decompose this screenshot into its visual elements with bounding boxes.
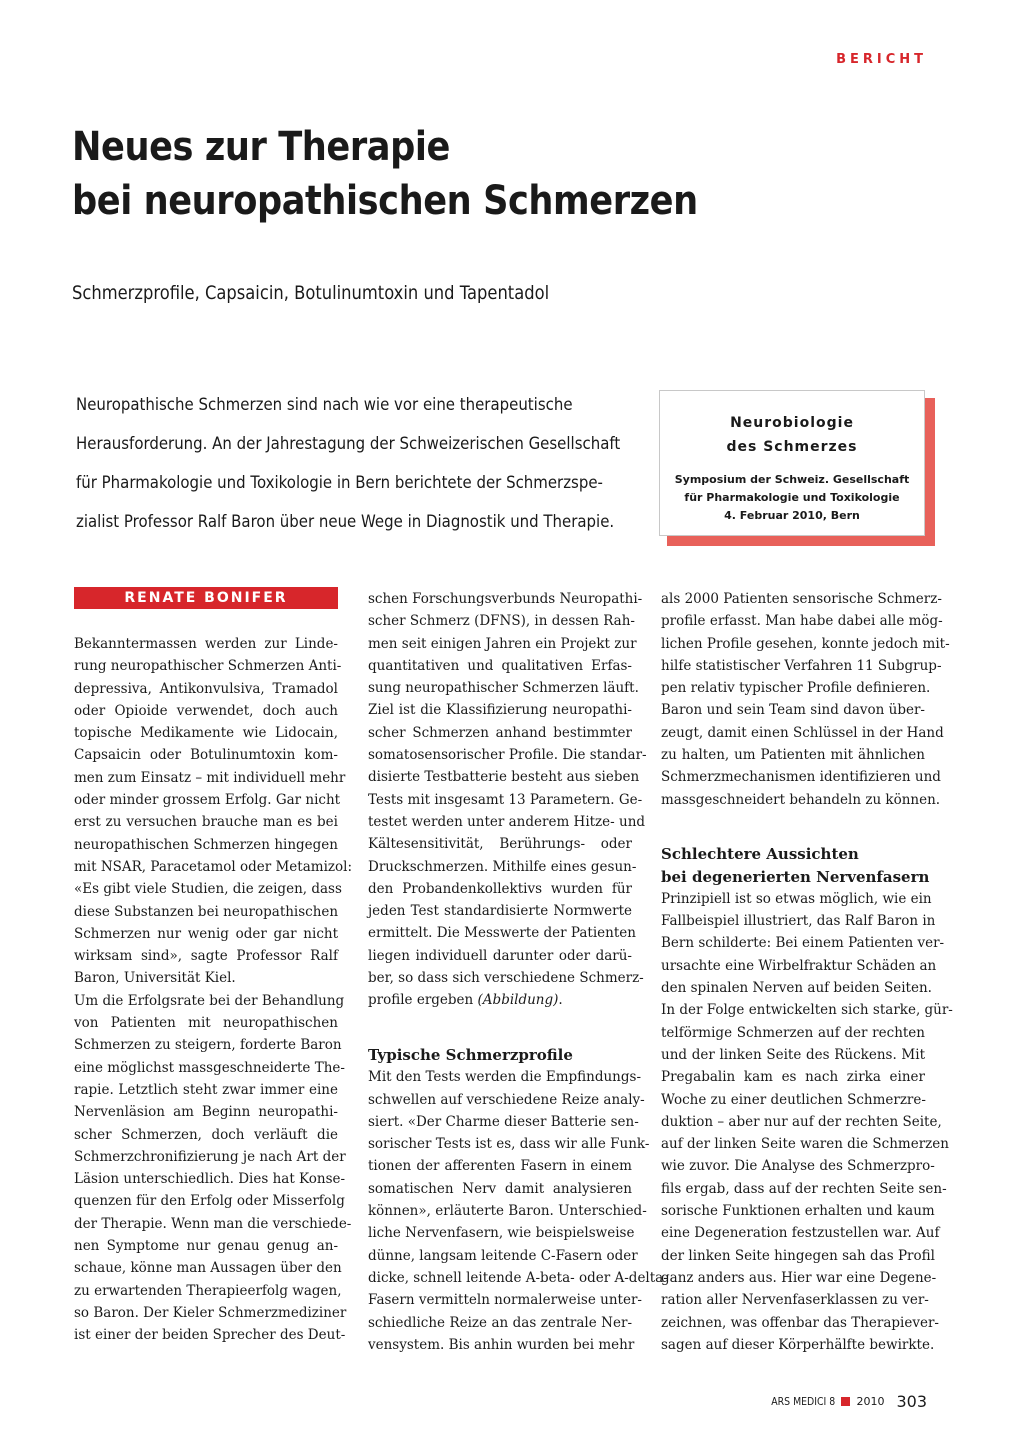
text-line: neuropathischen Schmerzen hingegen	[74, 836, 338, 853]
text-line: «Es gibt viele Studien, die zeigen, dass	[74, 881, 342, 898]
article-subtitle: Schmerzprofile, Capsaicin, Botulinumtoxin und Tapentadol	[72, 282, 550, 304]
text-line: zu erwartenden Therapieerfolg wagen,	[74, 1282, 342, 1299]
section-heading: Typische Schmerzprofile	[368, 1045, 573, 1064]
infobox-detail-line: für Pharmakologie und Toxikologie	[684, 491, 900, 504]
text-line: pen relativ typischer Profile definieren.	[661, 680, 931, 697]
lead-line: zialist Professor Ralf Baron über neue Wege in Diagnostik und Therapie.	[76, 512, 615, 532]
title-line: bei neuropathischen Schmerzen	[72, 178, 698, 224]
infobox-title-line: des Schmerzes	[726, 439, 858, 455]
infobox-detail-line: Symposium der Schweiz. Gesellschaft	[674, 473, 910, 486]
text-line: eine möglichst massgeschneiderte The-	[74, 1059, 345, 1076]
text-line: liegen individuell darunter oder darü-	[368, 947, 632, 964]
column-2-text-b	[368, 1066, 668, 1356]
author-byline: RENATE BONIFER	[74, 587, 338, 609]
body-column-3	[661, 588, 953, 1356]
text-line: zeugt, damit einen Schlüssel in der Hand	[661, 724, 944, 741]
text-line: Pregabalin kam es nach zirka einer	[661, 1069, 925, 1086]
infobox-details	[660, 471, 924, 525]
text-line: sung neuropathischer Schmerzen läuft.	[368, 680, 639, 697]
infobox-title-line: Neurobiologie	[730, 415, 854, 431]
text-line: ist einer der beiden Sprecher des Deut-	[74, 1327, 346, 1344]
text-line: massgeschneidert behandeln zu können.	[661, 791, 941, 808]
section-heading: bei degenerierten Nervenfasern	[661, 867, 930, 886]
text-line: Tests mit insgesamt 13 Parametern. Ge-	[368, 791, 643, 808]
text-line: der Therapie. Wenn man die verschiede-	[74, 1215, 352, 1232]
text-line: topische Medikamente wie Lidocain,	[74, 725, 338, 742]
figure-reference: (Abbildung)	[477, 992, 559, 1009]
text-line: rapie. Letztlich steht zwar immer eine	[74, 1081, 338, 1098]
text-line: ermittelt. Die Messwerte der Patienten	[368, 925, 636, 942]
text-line: schiedliche Reize an das zentrale Ner-	[368, 1314, 632, 1331]
text-line: erst zu versuchen brauche man es bei	[74, 814, 338, 831]
text-line: men seit einigen Jahren ein Projekt zur	[368, 635, 637, 652]
text-line: In der Folge entwickelten sich starke, gür-	[661, 1002, 953, 1019]
text-line: scher Schmerzen, doch verläuft die	[74, 1126, 338, 1143]
lead-line: Herausforderung. An der Jahrestagung der Schweizerischen Gesellschaft	[76, 434, 621, 454]
body-column-1	[74, 633, 352, 1347]
text-line: Bekanntermassen werden zur Linde-	[74, 636, 338, 652]
text-line: ganz anders aus. Hier war eine Degene-	[661, 1269, 937, 1286]
column-3-text-b	[661, 888, 953, 1356]
text-line: schwellen auf verschiedene Reize analy-	[368, 1091, 645, 1108]
text-line: scher Schmerzen anhand bestimmter	[368, 724, 632, 741]
body-column-2	[368, 588, 668, 1356]
text-line: der linken Seite hingegen sah das Profil	[661, 1247, 935, 1264]
text-line: profile erfasst. Man habe dabei alle mög-	[661, 613, 943, 630]
text-line: hilfe statistischer Verfahren 11 Subgrup-	[661, 657, 942, 674]
text-line: duktion – aber nur auf der rechten Seite,	[661, 1113, 942, 1130]
title-line: Neues zur Therapie	[72, 124, 450, 170]
text-line: wie zuvor. Die Analyse des Schmerzpro-	[661, 1158, 935, 1175]
text-line: liche Nervenfasern, wie beispielsweise	[368, 1225, 635, 1242]
text-line: den spinalen Nerven auf beiden Seiten.	[661, 980, 932, 997]
text-line: so Baron. Der Kieler Schmerzmediziner	[74, 1304, 347, 1321]
text-line: somatischen Nerv damit analysieren	[368, 1180, 632, 1197]
text-line: auf der linken Seite waren die Schmerzen	[661, 1136, 949, 1153]
page-footer	[760, 1392, 927, 1411]
text-line: lichen Profile gesehen, konnte jedoch mit-	[661, 635, 950, 652]
section-heading: Schlechtere Aussichten	[661, 845, 859, 864]
text-line: Fasern vermitteln normalerweise unter-	[368, 1292, 642, 1309]
journal-year: 2010	[856, 1395, 885, 1408]
text-line: den Probandenkollektivs wurden für	[368, 880, 632, 897]
infobox-detail-line: 4. Februar 2010, Bern	[724, 509, 860, 522]
text-line: wirksam sind», sagte Professor Ralf	[74, 948, 338, 965]
text-line: testet werden unter anderem Hitze- und	[368, 813, 646, 830]
text-line: depressiva, Antikonvulsiva, Tramadol	[74, 680, 338, 697]
text-line: Mit den Tests werden die Empfindungs-	[368, 1069, 642, 1086]
text-line: dicke, schnell leitende A-beta- oder A-delta-	[368, 1269, 668, 1286]
text-line: rung neuropathischer Schmerzen Anti-	[74, 658, 342, 675]
text-line: als 2000 Patienten sensorische Schmerz-	[661, 591, 942, 607]
footer-square-icon	[841, 1397, 850, 1406]
infobox-title	[660, 411, 924, 459]
text-line: somatosensorischer Profile. Die standar-	[368, 747, 647, 764]
text-line: Läsion unterschiedlich. Dies hat Konse-	[74, 1171, 346, 1188]
text-line: quantitativen und qualitativen Erfas-	[368, 657, 632, 674]
text-line: sagen auf dieser Körperhälfte bewirkte.	[661, 1336, 935, 1353]
text-line: telförmige Schmerzen auf der rechten	[661, 1024, 925, 1041]
text-line: können», erläuterte Baron. Unterschied-	[368, 1203, 647, 1220]
text-line: Schmerzen zu steigern, forderte Baron	[74, 1037, 342, 1054]
text-line: quenzen für den Erfolg oder Misserfolg	[74, 1193, 345, 1210]
lead-line: Neuropathische Schmerzen sind nach wie vor eine therapeutische	[76, 395, 573, 415]
text-line: Bern schilderte: Bei einem Patienten ver-	[661, 935, 945, 952]
article-title	[72, 120, 698, 228]
text-line: jeden Test standardisierte Normwerte	[368, 903, 632, 920]
text-line: ber, so dass sich verschiedene Schmerz-	[368, 970, 644, 987]
text-line: Druckschmerzen. Mithilfe eines gesun-	[368, 858, 637, 875]
text-line: Baron und sein Team sind davon über-	[661, 702, 925, 719]
page-number: 303	[896, 1392, 927, 1411]
event-infobox	[659, 390, 925, 536]
text-line: nen Symptome nur genau genug an-	[74, 1238, 338, 1255]
text-line: oder minder grossem Erfolg. Gar nicht	[74, 792, 341, 809]
text-line: oder Opioide verwendet, doch auch	[74, 702, 338, 719]
text-line: eine Degeneration festzustellen war. Auf	[661, 1225, 940, 1242]
text-line: disierte Testbatterie besteht aus sieben	[368, 769, 640, 786]
text-line	[368, 989, 632, 1011]
text-line: Ziel ist die Klassifizierung neuropathi-	[368, 702, 632, 719]
text-line: Schmerzmechanismen identifizieren und	[661, 769, 941, 786]
text-line: von Patienten mit neuropathischen	[74, 1015, 338, 1032]
text-line: Um die Erfolgsrate bei der Behandlung	[74, 992, 345, 1009]
text-line: Fallbeispiel illustriert, das Ralf Baron in	[661, 913, 936, 930]
text-line: Schmerzchronifizierung je nach Art der	[74, 1148, 346, 1165]
text-line: dünne, langsam leitende C-Fasern oder	[368, 1247, 638, 1264]
text-line: Woche zu einer deutlichen Schmerzre-	[661, 1091, 926, 1108]
lead-line: für Pharmakologie und Toxikologie in Bern berichtete der Schmerzspe-	[76, 473, 603, 493]
text-line: und der linken Seite des Rückens. Mit	[661, 1046, 925, 1063]
text-line: Nervenläsion am Beginn neuropathi-	[74, 1104, 338, 1121]
text-line: ursachte eine Wirbelfraktur Schäden an	[661, 957, 937, 974]
text-line: scher Schmerz (DFNS), in dessen Rah-	[368, 613, 635, 630]
text-line: Kältesensitivität, Berührungs- oder	[368, 836, 632, 853]
column-3-text-a	[661, 588, 950, 811]
section-label: BERICHT	[836, 52, 927, 67]
text-line: Schmerzen nur wenig oder gar nicht	[74, 925, 338, 942]
text-line: siert. «Der Charme dieser Batterie sen-	[368, 1113, 639, 1130]
text-line: ration aller Nervenfaserklassen zu ver-	[661, 1292, 929, 1309]
text-line: mit NSAR, Paracetamol oder Metamizol:	[74, 858, 352, 875]
text-line: schaue, könne man Aussagen über den	[74, 1260, 342, 1277]
text-line: fils ergab, dass auf der rechten Seite sen-	[661, 1180, 947, 1197]
text-line: zu halten, um Patienten mit ähnlichen	[661, 747, 925, 764]
text-line: zeichnen, was offenbar das Therapiever-	[661, 1314, 939, 1331]
text-line: diese Substanzen bei neuropathischen	[74, 903, 339, 920]
text-line: vensystem. Bis anhin wurden bei mehr	[368, 1336, 635, 1353]
text-fragment: profile ergeben	[368, 992, 478, 1009]
text-line: Baron, Universität Kiel.	[74, 970, 236, 987]
text-line: Capsaicin oder Botulinumtoxin kom-	[74, 747, 338, 764]
text-line: men zum Einsatz – mit individuell mehr	[74, 769, 346, 786]
text-line: Prinzipiell ist so etwas möglich, wie ein	[661, 890, 932, 907]
text-line: sorischer Tests ist es, dass wir alle Funk-	[368, 1136, 650, 1153]
text-line: tionen der afferenten Fasern in einem	[368, 1158, 632, 1175]
column-2-text-a	[368, 588, 647, 989]
text-line: sorische Funktionen erhalten und kaum	[661, 1203, 935, 1220]
journal-name: ARS MEDICI 8	[771, 1395, 836, 1408]
text-fragment: .	[558, 992, 563, 1009]
text-line: schen Forschungsverbunds Neuropathi-	[368, 591, 643, 607]
lead-paragraph	[76, 386, 622, 542]
